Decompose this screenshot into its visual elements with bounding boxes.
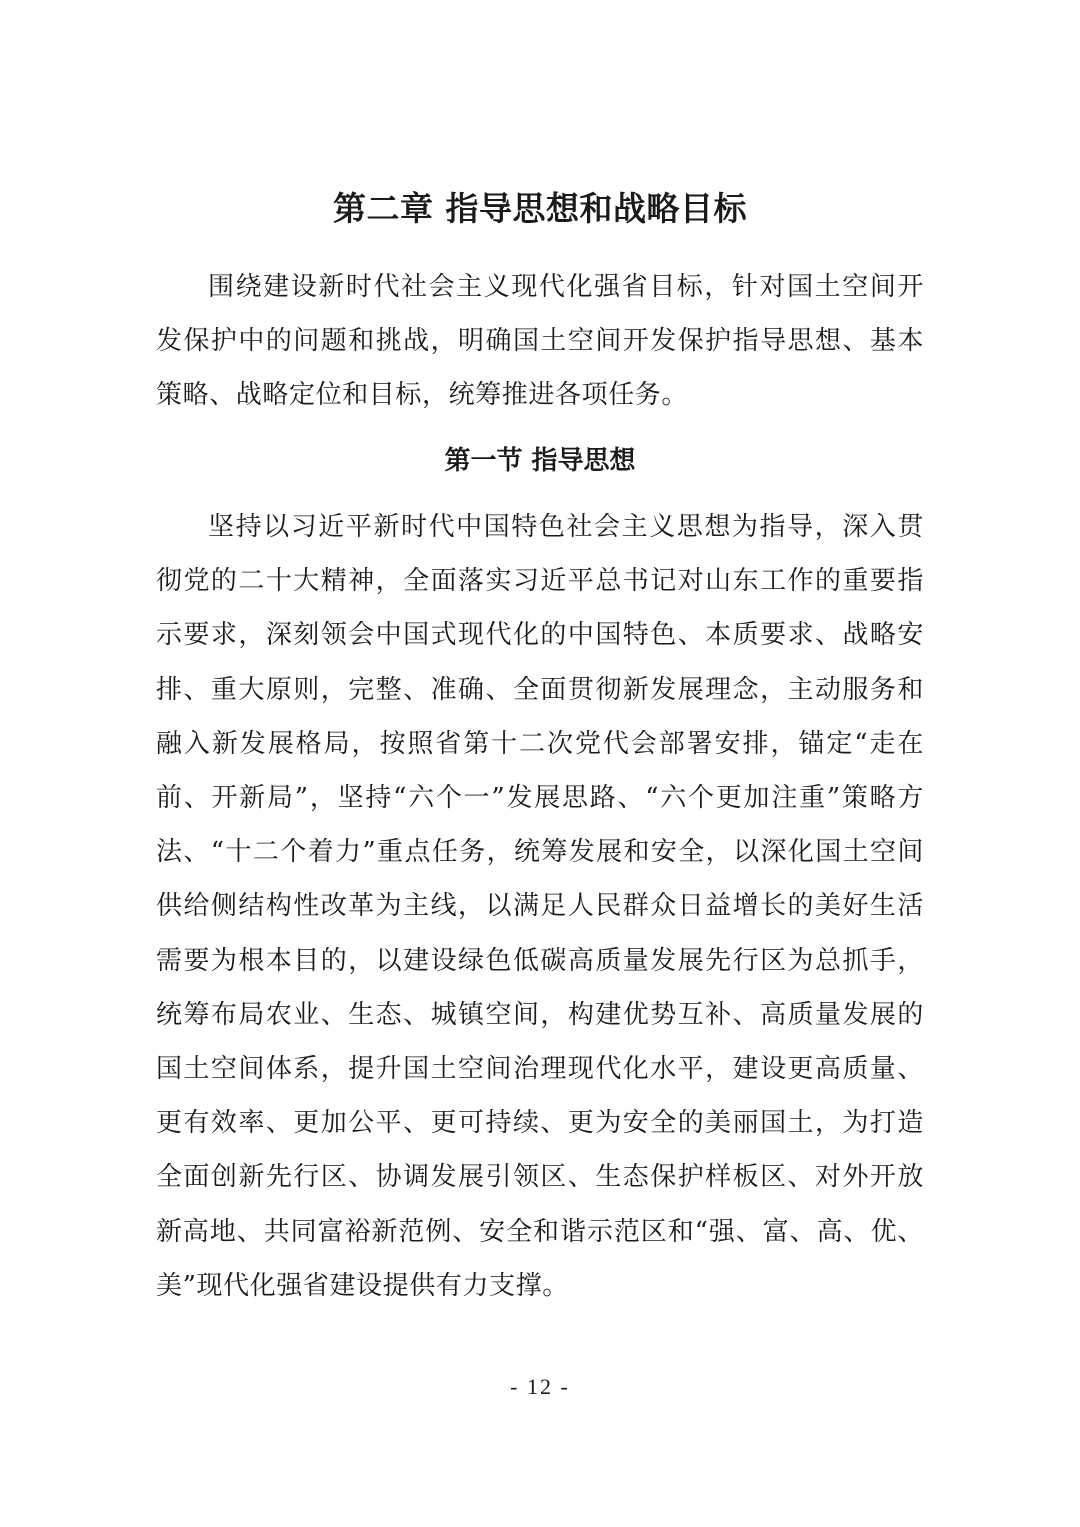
guiding-ideology-paragraph: 坚持以习近平新时代中国特色社会主义思想为指导，深入贯彻党的二十大精神，全面落实习近平总书记对山东工作的重要指示要求，深刻领会中国式现代化的中国特色、本质要求、战略安排、重大原则，完整、准确、全面贯彻新发展理念，主动服务和融入新发展格局，按照省第十二次党代会部署安排，锚定“走在前、开新局”，坚持“六个一”发展思路、“六个更加注重”策略方法、“十二个着力”重点任务，统筹发展和安全，以深化国土空间供给侧结构性改革为主线，以满足人民群众日益增长的美好生活需要为根本目的，以建设绿色低碳高质量发展先行区为总抓手，统筹布局农业、生态、城镇空间，构建优势互补、高质量发展的国土空间体系，提升国土空间治理现代化水平，建设更高质量、更有效率、更加公平、更可持续、更为安全的美丽国土，为打造全面创新先行区、协调发展引领区、生态保护样板区、对外开放新高地、共同富裕新范例、安全和谐示范区和“强、富、高、优、美”现代化强省建设提供有力支撑。 xyxy=(156,512,924,1301)
page-number: - 12 - xyxy=(510,1374,570,1399)
chapter-title: 第二章 指导思想和战略目标 xyxy=(333,189,747,228)
section-title: 第一节 指导思想 xyxy=(444,446,636,476)
intro-paragraph: 围绕建设新时代社会主义现代化强省目标，针对国土空间开发保护中的问题和挑战，明确国土空间开发保护指导思想、基本策略、战略定位和目标，统筹推进各项任务。 xyxy=(156,272,924,411)
